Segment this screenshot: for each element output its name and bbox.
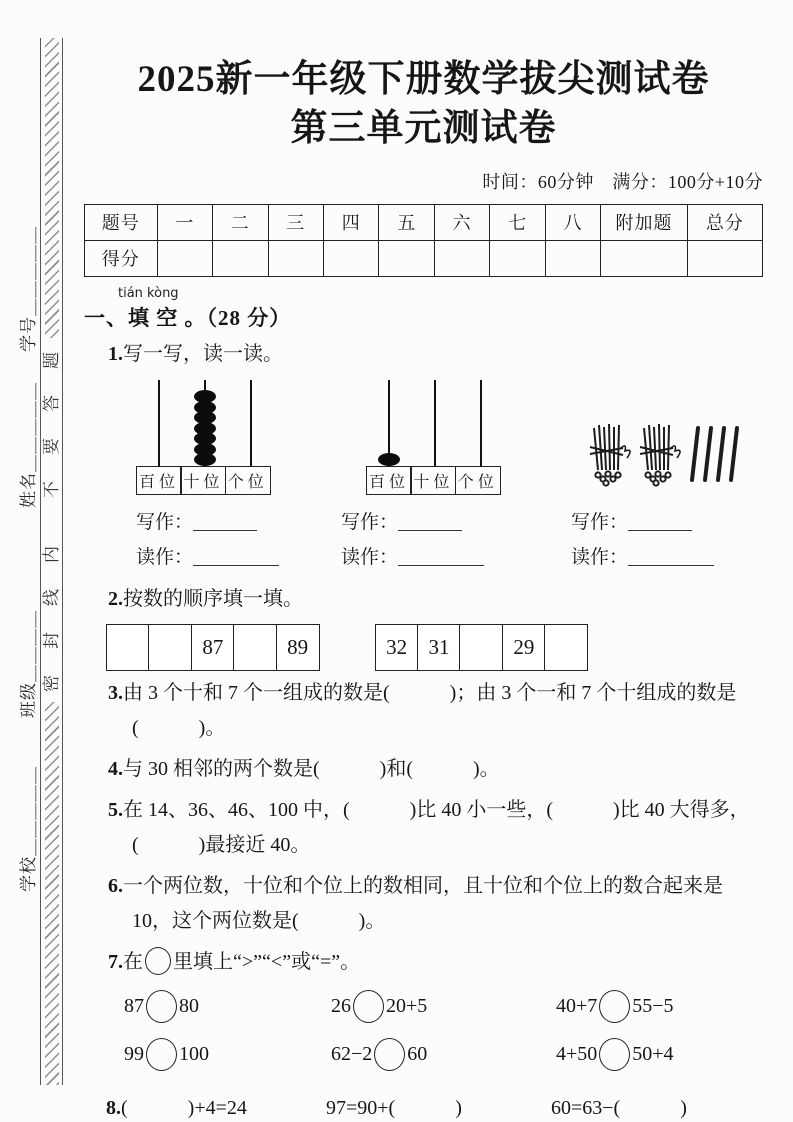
place-value-abacus-1 <box>136 380 274 495</box>
seal-char: 内 <box>42 546 61 563</box>
ones-label: 个位 <box>455 466 501 495</box>
header-cell: 四 <box>324 204 379 240</box>
comparison-circle-blank <box>374 1038 405 1071</box>
score-cell <box>157 240 212 276</box>
score-cell <box>601 240 687 276</box>
question-7-text-after: 里填上“>”“<”或“=”。 <box>173 951 361 973</box>
score-cell <box>545 240 600 276</box>
pinyin-annotation: tián kòng <box>118 285 179 301</box>
question-3 <box>108 676 763 747</box>
sequence-cell: 31 <box>417 624 461 671</box>
read-label: 读作： <box>571 547 629 569</box>
place-value-abacus-2 <box>366 380 504 495</box>
question-1-text: 写一写，读一读。 <box>123 342 283 365</box>
header-cell: 七 <box>490 204 545 240</box>
seal-line-strip <box>40 38 63 1085</box>
header-cell: 三 <box>268 204 323 240</box>
score-table <box>84 204 763 277</box>
sequence-cell <box>106 624 150 671</box>
paper-title-line2: 第三单元测试卷 <box>290 107 557 149</box>
question-6-number: 6. <box>108 874 123 897</box>
tens-label: 十位 <box>410 466 456 495</box>
paper-body <box>84 0 763 1120</box>
read-label: 读作： <box>341 547 399 569</box>
school-field: 学校＿＿＿＿＿ <box>19 766 38 892</box>
read-label: 读作： <box>136 547 194 569</box>
ones-label: 个位 <box>225 466 271 495</box>
comparison-right: 55−5 <box>632 995 674 1018</box>
comparison-left: 62−2 <box>331 1043 373 1066</box>
hatch-pattern-bottom <box>45 702 59 1085</box>
sequence-cell <box>544 624 588 671</box>
read-blank <box>398 546 484 566</box>
sequence-cell <box>148 624 192 671</box>
score-cell <box>213 240 268 276</box>
write-label: 写作： <box>341 512 399 534</box>
question-5-text: 在 14、36、46、100 中，( )比 40 小一些，( )比 40 大得多，( )最接近 40。 <box>123 798 750 857</box>
sequence-cell <box>233 624 277 671</box>
score-table-score-row <box>85 240 763 276</box>
comparison-circle-blank <box>145 947 171 975</box>
question-7-number: 7. <box>108 951 123 973</box>
section-one-heading: 一、填 空 。（28 分） <box>84 305 292 330</box>
question-8-number: 8. <box>106 1096 121 1119</box>
class-field: 班级＿＿＿＿ <box>19 610 38 718</box>
comparison-right: 20+5 <box>386 995 428 1018</box>
header-cell: 六 <box>434 204 489 240</box>
write-read-column-2 <box>341 505 571 577</box>
question-1 <box>108 337 763 373</box>
sequence-cell: 32 <box>375 624 419 671</box>
tens-rod <box>182 380 228 466</box>
student-no-field: 学号＿＿＿＿＿ <box>19 226 38 352</box>
sequence-strip-2 <box>375 624 589 671</box>
question-6 <box>108 869 763 940</box>
seal-sidebar <box>0 0 86 1122</box>
score-cell <box>490 240 545 276</box>
read-blank <box>193 546 279 566</box>
sequence-strip-1 <box>106 624 320 671</box>
question-2 <box>108 582 763 618</box>
equation-blank: ( )+4=24 <box>121 1096 247 1119</box>
seal-char: 封 <box>42 632 61 649</box>
write-blank <box>398 511 462 531</box>
sequence-cell: 29 <box>502 624 546 671</box>
header-cell: 题号 <box>85 204 158 240</box>
question-6-text: 一个两位数，十位和个位上的数相同，且十位和个位上的数合起来是 10，这个两位数是( )。 <box>123 874 723 933</box>
comparison-row-1 <box>124 985 763 1029</box>
sequence-cell: 87 <box>191 624 235 671</box>
sequence-cell <box>459 624 503 671</box>
comparison-row-2 <box>124 1033 763 1077</box>
write-read-lines <box>136 505 763 577</box>
abacus-bead <box>378 453 400 466</box>
score-cell <box>687 240 762 276</box>
header-cell: 一 <box>157 204 212 240</box>
seal-char: 密 <box>42 675 61 692</box>
write-read-column-3 <box>571 505 763 577</box>
ones-rod <box>228 380 274 466</box>
seal-phrase-vertical <box>43 352 60 692</box>
header-cell: 八 <box>545 204 600 240</box>
comparison-left: 87 <box>124 995 144 1018</box>
question-1-figures <box>84 380 763 495</box>
equation-blank: 97=90+( ) <box>326 1096 462 1119</box>
question-5 <box>108 793 763 864</box>
comparison-right: 60 <box>407 1043 428 1066</box>
abacus-bead <box>194 453 216 466</box>
header-cell: 总分 <box>687 204 762 240</box>
comparison-circle-blank <box>599 1038 630 1071</box>
comparison-left: 26 <box>331 995 351 1018</box>
ones-rod <box>458 380 504 466</box>
comparison-circle-blank <box>146 1038 177 1071</box>
hundreds-label: 百位 <box>366 466 412 495</box>
question-7-text-before: 在 <box>123 951 143 973</box>
score-cell <box>268 240 323 276</box>
tens-label: 十位 <box>180 466 226 495</box>
question-1-number: 1. <box>108 342 123 365</box>
time-score-info: 时间：60分钟 满分：100分+10分 <box>482 171 763 192</box>
question-7 <box>108 945 763 981</box>
hundreds-rod <box>136 380 182 466</box>
comparison-left: 4+50 <box>556 1043 598 1066</box>
paper-title-line1: 2025新一年级下册数学拔尖测试卷 <box>137 59 710 100</box>
write-read-column-1 <box>136 505 341 577</box>
header-cell: 附加题 <box>601 204 687 240</box>
seal-char: 题 <box>42 352 61 369</box>
question-2-text: 按数的顺序填一填。 <box>123 588 303 611</box>
score-cell <box>379 240 434 276</box>
question-4-number: 4. <box>108 758 123 781</box>
sequence-cell: 89 <box>276 624 320 671</box>
comparison-circle-blank <box>599 990 630 1023</box>
read-blank <box>628 546 714 566</box>
comparison-item <box>124 990 331 1023</box>
score-row-label: 得分 <box>85 240 158 276</box>
counting-sticks-image <box>588 420 740 492</box>
score-table-header-row <box>85 204 763 240</box>
question-4-text: 与 30 相邻的两个数是( )和( )。 <box>123 758 500 781</box>
comparison-right: 80 <box>179 995 199 1018</box>
question-8 <box>106 1091 763 1120</box>
comparison-left: 40+7 <box>556 995 598 1018</box>
tens-rod <box>412 380 458 466</box>
question-5-number: 5. <box>108 798 123 821</box>
question-3-text: 由 3 个十和 7 个一组成的数是( )；由 3 个一和 7 个十组成的数是( )。 <box>123 681 737 740</box>
comparison-circle-blank <box>353 990 384 1023</box>
hundreds-label: 百位 <box>136 466 182 495</box>
header-cell: 五 <box>379 204 434 240</box>
score-cell <box>434 240 489 276</box>
seal-char: 不 <box>42 481 61 498</box>
seal-char: 线 <box>42 589 61 606</box>
equation-blank: 60=63−( ) <box>551 1096 687 1119</box>
comparison-item <box>556 1038 763 1071</box>
seal-char: 要 <box>42 438 61 455</box>
hatch-pattern-top <box>45 38 59 338</box>
comparison-right: 100 <box>179 1043 209 1066</box>
write-label: 写作： <box>136 512 194 534</box>
question-3-number: 3. <box>108 681 123 704</box>
write-blank <box>193 511 257 531</box>
question-4 <box>108 752 763 788</box>
comparison-left: 99 <box>124 1043 144 1066</box>
hundreds-rod <box>366 380 412 466</box>
header-cell: 二 <box>213 204 268 240</box>
comparison-circle-blank <box>146 990 177 1023</box>
comparison-item <box>124 1038 331 1071</box>
comparison-item <box>331 990 556 1023</box>
comparison-right: 50+4 <box>632 1043 674 1066</box>
question-2-number: 2. <box>108 588 123 611</box>
write-blank <box>628 511 692 531</box>
score-cell <box>324 240 379 276</box>
seal-char: 答 <box>42 395 61 412</box>
number-sequence-strips <box>106 624 763 671</box>
write-label: 写作： <box>571 512 629 534</box>
name-field: 姓名＿＿＿＿＿ <box>19 382 38 508</box>
comparison-item <box>556 990 763 1023</box>
comparison-item <box>331 1038 556 1071</box>
